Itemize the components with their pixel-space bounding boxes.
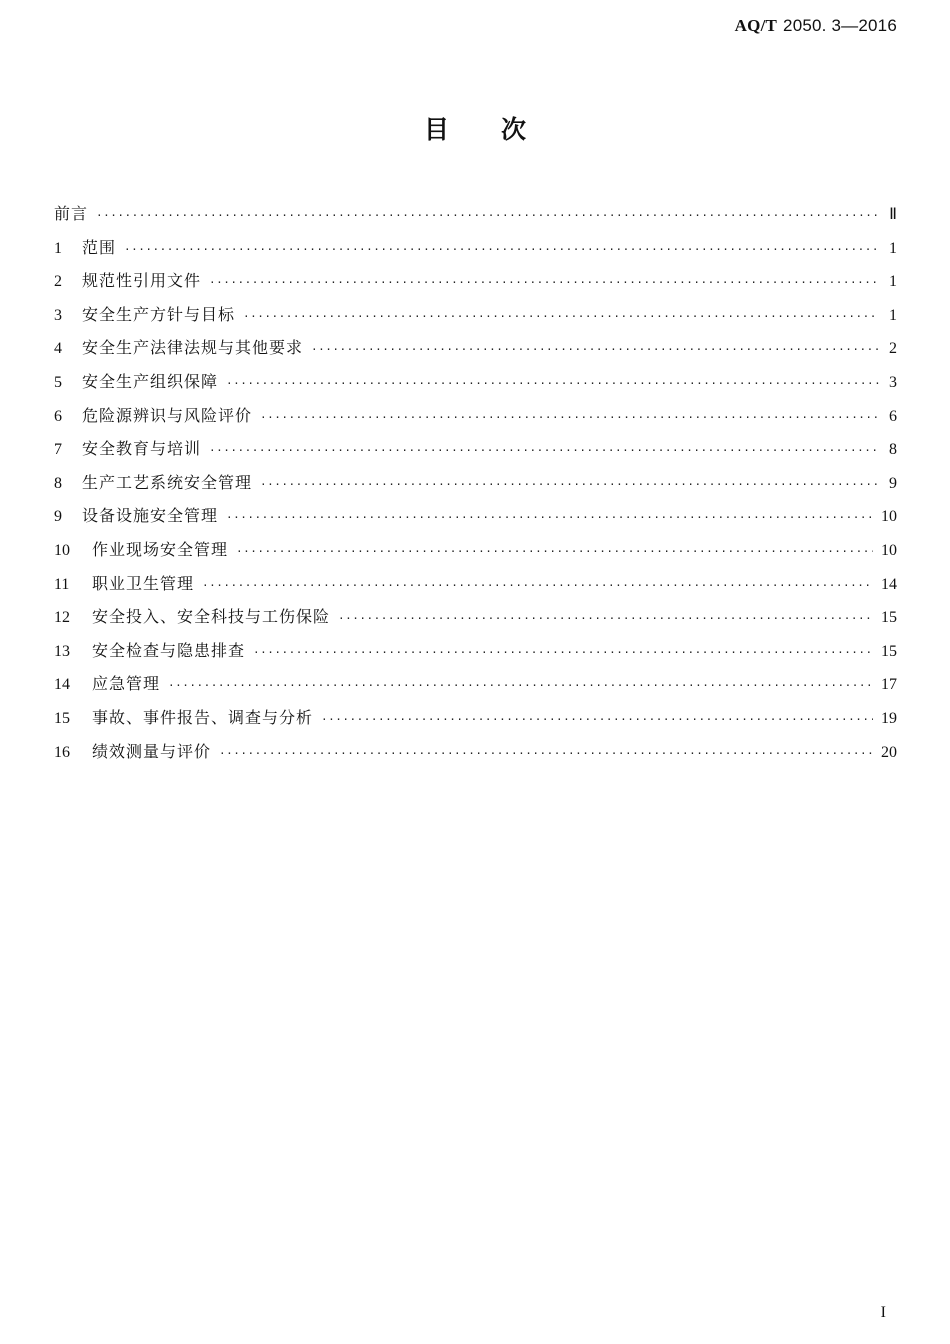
toc-entry-page: 2 — [889, 340, 897, 358]
toc-leader-dots — [209, 266, 879, 300]
toc-entry-number: 5 — [54, 373, 62, 391]
toc-entry-title: 设备设施安全管理 — [82, 506, 219, 526]
toc-entry-6[interactable] — [54, 399, 897, 433]
toc-entry-9[interactable] — [54, 499, 897, 533]
standard-code-number: 2050. 3—2016 — [783, 16, 897, 35]
toc-leader-dots — [209, 434, 879, 468]
toc-entry-11[interactable] — [54, 567, 897, 601]
toc-leader-dots — [124, 233, 879, 267]
toc-entry-title: 应急管理 — [92, 674, 161, 694]
toc-entry-page: 15 — [881, 642, 897, 660]
toc-leader-dots — [311, 333, 879, 367]
toc-entry-title: 安全检查与隐患排查 — [92, 640, 246, 660]
toc-leader-dots — [321, 703, 873, 737]
toc-entry-1[interactable] — [54, 231, 897, 265]
toc-entry-number: 3 — [54, 306, 62, 324]
toc-entry-number: 8 — [54, 474, 62, 492]
toc-entry-page: 17 — [881, 676, 897, 694]
toc-leader-dots — [338, 602, 873, 636]
toc-leader-dots — [260, 401, 879, 435]
toc-entry-page: 10 — [881, 508, 897, 526]
toc-leader-dots — [168, 669, 873, 703]
toc-entry-number: 7 — [54, 441, 62, 459]
toc-leader-dots — [202, 569, 873, 603]
toc-leader-dots — [226, 367, 879, 401]
toc-entry-5[interactable] — [54, 365, 897, 399]
page-title: 目次 — [423, 115, 578, 144]
toc-leader-dots — [96, 199, 879, 233]
toc-entry-page: 9 — [889, 474, 897, 492]
toc-entry-title: 作业现场安全管理 — [92, 539, 229, 559]
toc-entry-page: 8 — [889, 441, 897, 459]
toc-entry-title: 安全生产法律法规与其他要求 — [82, 338, 304, 358]
toc-entry-title: 绩效测量与评价 — [92, 741, 212, 761]
toc-entry-16[interactable] — [54, 735, 897, 769]
toc-entry-title: 安全生产方针与目标 — [82, 304, 236, 324]
toc-entry-number: 14 — [54, 676, 70, 694]
standard-code — [735, 16, 897, 36]
toc-entry-page: 20 — [881, 743, 897, 761]
toc-entry-title: 前言 — [54, 204, 89, 223]
toc-entry-page: 10 — [881, 541, 897, 559]
toc-entry-number: 11 — [54, 575, 70, 593]
standard-code-prefix: AQ/T — [734, 16, 778, 35]
toc-entry-title: 范围 — [82, 237, 117, 257]
toc-entry-7[interactable] — [54, 432, 897, 466]
toc-entry-page: Ⅱ — [889, 206, 897, 223]
toc-entry-13[interactable] — [54, 634, 897, 668]
toc-entry-number: 10 — [54, 541, 70, 559]
toc-entry-page: 19 — [881, 709, 897, 727]
toc-entry-page: 15 — [881, 609, 897, 627]
toc-entry-8[interactable] — [54, 466, 897, 500]
toc-entry-title: 规范性引用文件 — [82, 271, 202, 291]
toc-entry-page: 1 — [889, 239, 897, 257]
toc-entry-2[interactable] — [54, 264, 897, 298]
page-number: I — [880, 1304, 886, 1321]
toc-entry-foreword[interactable] — [54, 197, 897, 231]
toc-entry-number: 16 — [54, 743, 70, 761]
toc-entry-number: 12 — [54, 609, 70, 627]
toc-leader-dots — [226, 501, 873, 535]
toc-entry-number: 1 — [54, 239, 62, 257]
toc-entry-15[interactable] — [54, 701, 897, 735]
toc-entry-number: 15 — [54, 709, 70, 727]
table-of-contents — [54, 197, 897, 768]
toc-leader-dots — [260, 468, 879, 502]
toc-leader-dots — [243, 300, 879, 334]
toc-leader-dots — [236, 535, 873, 569]
toc-entry-title: 职业卫生管理 — [92, 573, 195, 593]
toc-entry-number: 9 — [54, 508, 62, 526]
toc-entry-10[interactable] — [54, 533, 897, 567]
toc-entry-page: 6 — [889, 407, 897, 425]
toc-entry-4[interactable] — [54, 331, 897, 365]
toc-entry-title: 生产工艺系统安全管理 — [82, 472, 253, 492]
toc-entry-title: 危险源辨识与风险评价 — [82, 405, 253, 425]
toc-entry-page: 14 — [881, 575, 897, 593]
toc-entry-title: 安全投入、安全科技与工伤保险 — [92, 607, 331, 627]
toc-entry-page: 1 — [889, 273, 897, 291]
toc-entry-page: 1 — [889, 306, 897, 324]
toc-entry-number: 4 — [54, 340, 62, 358]
toc-entry-title: 事故、事件报告、调查与分析 — [92, 707, 314, 727]
toc-entry-title: 安全生产组织保障 — [82, 371, 219, 391]
toc-leader-dots — [253, 636, 873, 670]
toc-entry-title: 安全教育与培训 — [82, 439, 202, 459]
toc-leader-dots — [219, 737, 873, 771]
toc-entry-3[interactable] — [54, 298, 897, 332]
toc-entry-12[interactable] — [54, 600, 897, 634]
toc-entry-page: 3 — [889, 373, 897, 391]
toc-entry-number: 6 — [54, 407, 62, 425]
toc-entry-14[interactable] — [54, 667, 897, 701]
toc-entry-number: 2 — [54, 273, 62, 291]
toc-entry-number: 13 — [54, 642, 70, 660]
